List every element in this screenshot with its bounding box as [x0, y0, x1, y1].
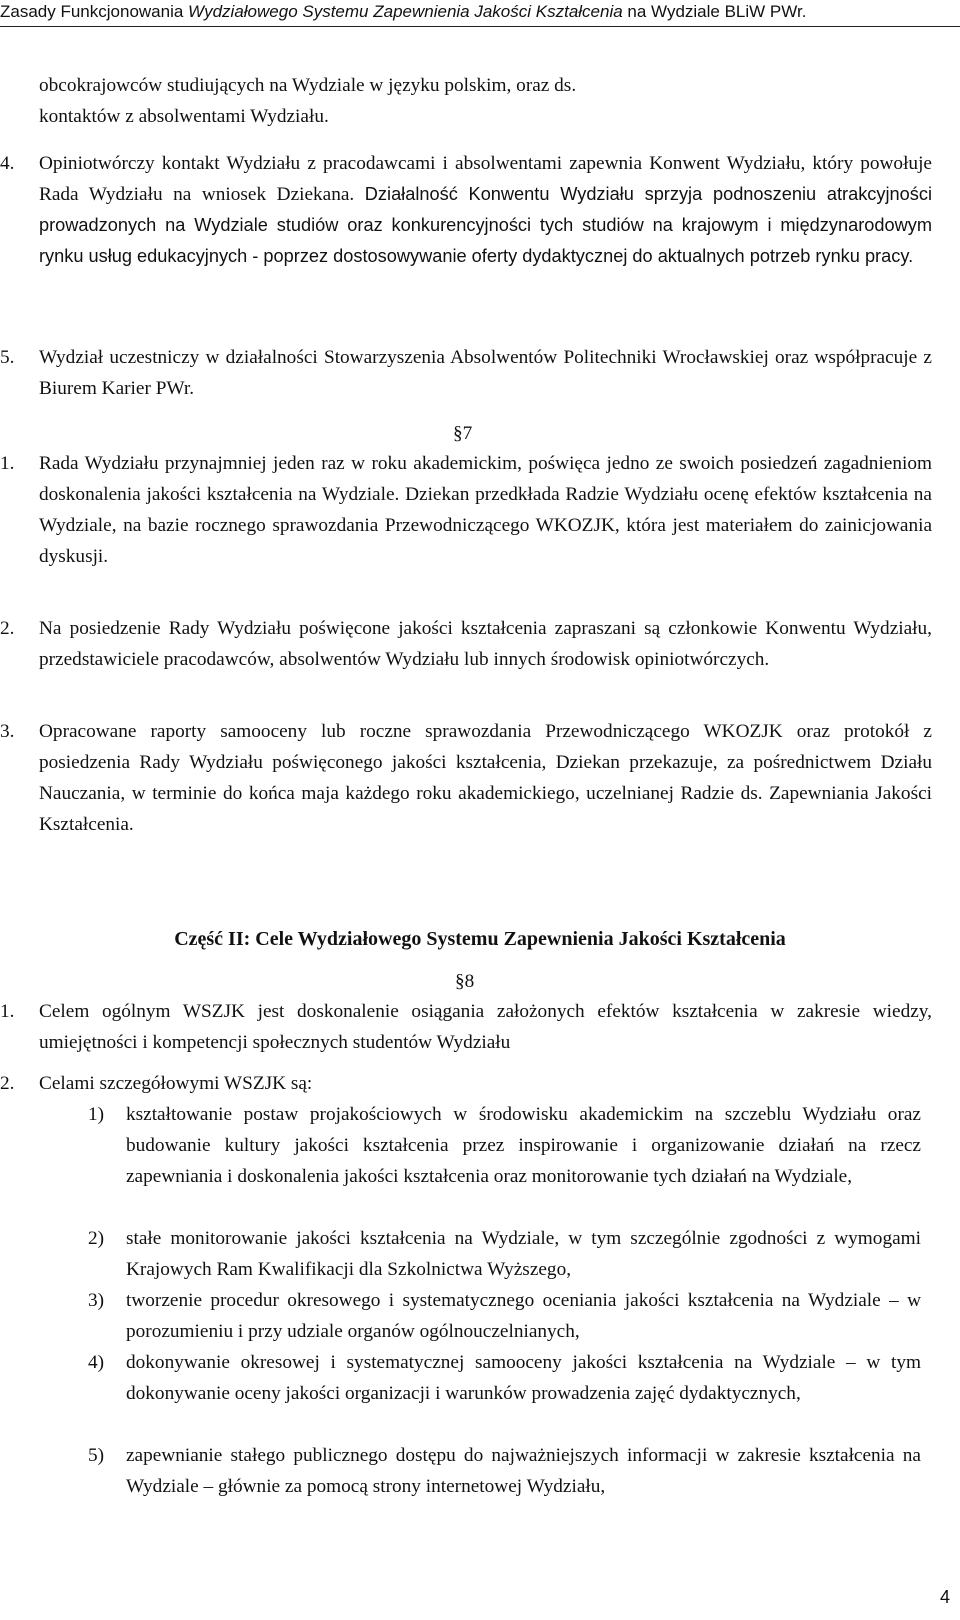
subitem-text: zapewnianie stałego publicznego dostępu do najważniejszych informacji w zakresie kształcenia na Wydziale – głównie za pomocą strony internetowej Wydziału,	[126, 1445, 921, 1497]
subitem-number: 3)	[88, 1290, 105, 1311]
section8-item-2	[0, 1068, 932, 1099]
subitem-1	[88, 1099, 921, 1192]
list-item-text: Celem ogólnym WSZJK jest doskonalenie osiągania założonych efektów kształcenia w zakresie wiedzy, umiejętności i kompetencji społecznych studentów Wydziału	[39, 1001, 932, 1053]
list-item-4	[0, 148, 932, 272]
subitem-text: tworzenie procedur okresowego i systematycznego oceniania jakości kształcenia na Wydziale – w porozumieniu i przy udziale organów ogólnouczelnianych,	[126, 1290, 921, 1342]
section7-item-1	[0, 448, 932, 572]
subitem-number: 2)	[88, 1228, 105, 1249]
continuation-line-1: obcokrajowców studiujących na Wydziale w języku polskim, oraz ds.	[39, 75, 577, 96]
subitem-number: 5)	[88, 1445, 105, 1466]
subitem-text: stałe monitorowanie jakości kształcenia na Wydziale, w tym szczególnie zgodności z wymogami Krajowych Ram Kwalifikacji dla Szkolnictwa Wyższego,	[126, 1228, 921, 1280]
list-item-5	[0, 342, 932, 404]
section8-item-1	[0, 996, 932, 1058]
list-item-number: 1.	[0, 1001, 15, 1022]
part-title: Część II: Cele Wydziałowego Systemu Zapewnienia Jakości Kształcenia	[174, 928, 786, 950]
page-header	[0, 0, 960, 31]
subitem-number: 1)	[88, 1104, 105, 1125]
subitem-text: kształtowanie postaw projakościowych w środowisku akademickim na szczeblu Wydziału oraz budowanie kultury jakości kształcenia przez inspirowanie i organizowanie działań na rzecz zapewniania i doskonalenia jakości kształcenia oraz monitorowanie tych działań na Wydziale,	[126, 1104, 921, 1187]
list-item-text: Opiniotwórczy kontakt Wydziału z pracodawcami i absolwentami zapewnia Konwent Wydziału, który powołuje Rada Wydziału na wniosek Dziekana.	[39, 153, 932, 205]
list-item-text: Celami szczegółowymi WSZJK są:	[39, 1073, 313, 1094]
header-rule	[0, 26, 960, 27]
list-item-number: 2.	[0, 1073, 15, 1094]
list-item-text: Opracowane raporty samooceny lub roczne sprawozdania Przewodniczącego WKOZJK oraz protokół z posiedzenia Rady Wydziału poświęconego jakości kształcenia, Dziekan przekazuje, za pośrednictwem Działu Nauczania, w terminie do końca maja każdego roku akademickiego, uczelnianej Radzie ds. Zapewniania Jakości Kształcenia.	[39, 721, 932, 835]
subitem-4	[88, 1347, 921, 1409]
subitem-number: 4)	[88, 1352, 105, 1373]
section7-item-3	[0, 716, 932, 840]
continuation-text	[39, 70, 932, 132]
section-mark-8: §8	[455, 971, 475, 992]
list-item-number: 3.	[0, 721, 15, 742]
subitem-text: dokonywanie okresowej i systematycznej samooceny jakości kształcenia na Wydziale – w tym dokonywanie oceny jakości organizacji i warunków prowadzenia zajęć dydaktycznych,	[126, 1352, 921, 1404]
list-item-text: Wydział uczestniczy w działalności Stowarzyszenia Absolwentów Politechniki Wrocławskiej oraz współpracuje z Biurem Karier PWr.	[39, 347, 932, 399]
header-text-italic: Wydziałowego Systemu Zapewnienia Jakości Kształcenia	[188, 2, 623, 21]
subitem-5	[88, 1440, 921, 1502]
list-item-text: Rada Wydziału przynajmniej jeden raz w roku akademickim, poświęca jedno ze swoich posiedzeń zagadnieniom doskonalenia jakości kształcenia na Wydziale. Dziekan przedkłada Radzie Wydziału ocenę efektów kształcenia na Wydziale, na bazie rocznego sprawozdania Przewodniczącego WKOZJK, która jest materiałem do zainicjowania dyskusji.	[39, 453, 932, 567]
list-item-text-sans: Działalność Konwentu Wydziału sprzyja podnoszeniu atrakcyjności prowadzonych na Wydziale studiów oraz konkurencyjności tych studiów na krajowym i międzynarodowym rynku usług edukacyjnych - poprzez dostosowywanie oferty dydaktycznej do aktualnych potrzeb rynku pracy.	[39, 184, 932, 266]
page-number: 4	[939, 1587, 950, 1607]
list-item-text: Na posiedzenie Rady Wydziału poświęcone jakości kształcenia zapraszani są członkowie Konwentu Wydziału, przedstawiciele pracodawców, absolwentów Wydziału lub innych środowisk opiniotwórczych.	[39, 618, 932, 670]
continuation-line-2: kontaktów z absolwentami Wydziału.	[39, 106, 329, 127]
list-item-number: 1.	[0, 453, 15, 474]
section-mark-7: §7	[453, 423, 473, 444]
list-item-number: 4.	[0, 153, 15, 174]
subitem-2	[88, 1223, 921, 1285]
header-text-part3: na Wydziale BLiW PWr.	[622, 2, 807, 21]
list-item-number: 5.	[0, 347, 15, 368]
subitem-3	[88, 1285, 921, 1347]
header-text-part1: Zasady Funkcjonowania	[0, 2, 189, 21]
list-item-number: 2.	[0, 618, 15, 639]
section7-item-2	[0, 613, 932, 675]
